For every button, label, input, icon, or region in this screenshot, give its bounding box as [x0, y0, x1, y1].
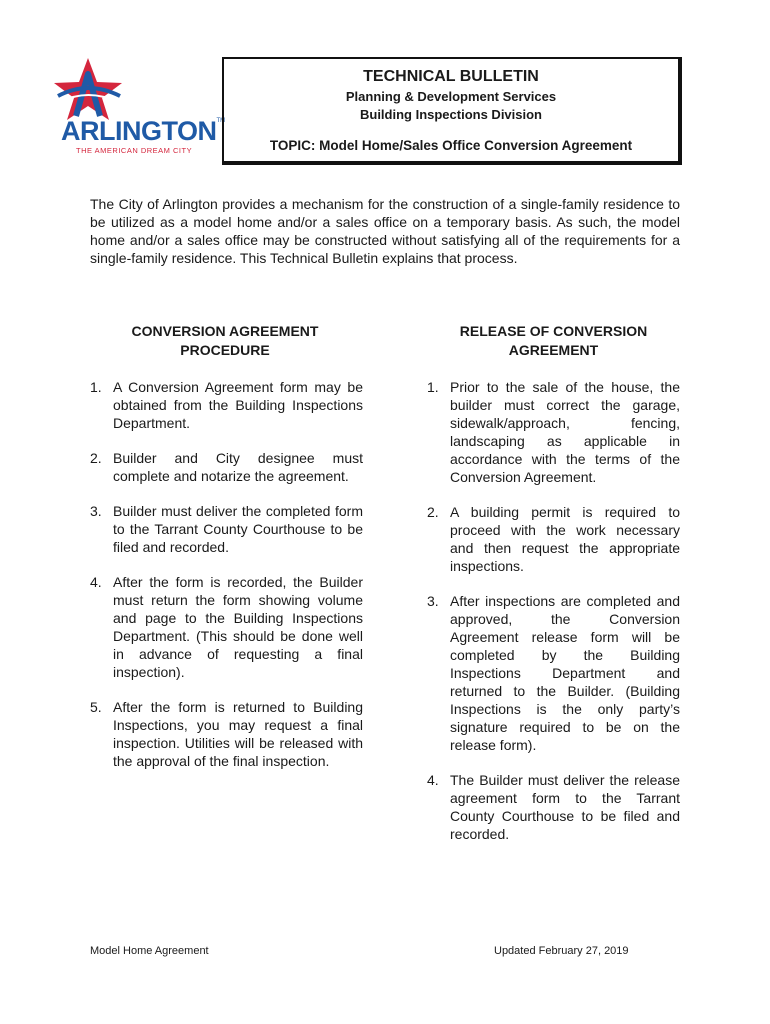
release-column: [427, 322, 680, 843]
list-item: 1. A Conversion Agreement form may be obtained from the Building Inspections Department.: [90, 379, 363, 431]
bulletin-topic: TOPIC: Model Home/Sales Office Conversion Agreement: [269, 138, 633, 153]
list-item: 3. After inspections are completed and approved, the Conversion Agreement release form will be completed by the Building Inspections Department and returned to the Builder. (Building Inspections is the only party’s signature required to be on the release form).: [427, 593, 680, 753]
procedure-column: [90, 322, 363, 770]
list-item: 1. Prior to the sale of the house, the builder must correct the garage, sidewalk/approach, fencing, landscaping as applicable in accordance with the terms of the Conversion Agreement.: [427, 379, 680, 485]
procedure-steps: [90, 378, 363, 770]
list-item: 4. The Builder must deliver the release agreement form to the Tarrant County Courthouse to be filed and recorded.: [427, 772, 680, 842]
list-item: 3. Builder must deliver the completed form to the Tarrant County Courthouse to be filed and recorded.: [90, 503, 363, 555]
list-item: 2. Builder and City designee must complete and notarize the agreement.: [90, 450, 363, 484]
procedure-heading: CONVERSION AGREEMENT PROCEDURE: [131, 323, 319, 358]
star-logo-icon: [48, 56, 128, 121]
intro-paragraph: The City of Arlington provides a mechanism for the construction of a single-family residence to be utilized as a model home and/or a sales office on a temporary basis. As such, the model home and/or a sales office may be constructed without satisfying all of the requirements for a single-family residence. This Technical Bulletin explains that process.: [90, 196, 680, 266]
footer-document-name: Model Home Agreement: [90, 945, 209, 957]
department-name: Planning & Development Services: [345, 89, 557, 104]
logo-wordmark: ARLINGTON™: [61, 116, 226, 146]
list-item: 2. A building permit is required to proceed with the work necessary and then request the appropriate inspections.: [427, 504, 680, 574]
release-heading: RELEASE OF CONVERSION AGREEMENT: [459, 323, 648, 358]
bulletin-header: [222, 57, 682, 165]
division-name: Building Inspections Division: [359, 107, 542, 122]
release-steps: [427, 378, 680, 843]
list-item: 4. After the form is recorded, the Builder must return the form showing volume and page to the Building Inspections Department. (This should be done well in advance of requesting a final inspection).: [90, 574, 363, 680]
bulletin-title: TECHNICAL BULLETIN: [363, 68, 539, 85]
footer-updated-date: Updated February 27, 2019: [494, 945, 629, 957]
list-item: 5. After the form is returned to Building Inspections, you may request a final inspection. Utilities will be released with the approval of the final inspection.: [90, 699, 363, 769]
arlington-logo: [45, 56, 226, 166]
logo-tagline: THE AMERICAN DREAM CITY: [76, 146, 193, 155]
